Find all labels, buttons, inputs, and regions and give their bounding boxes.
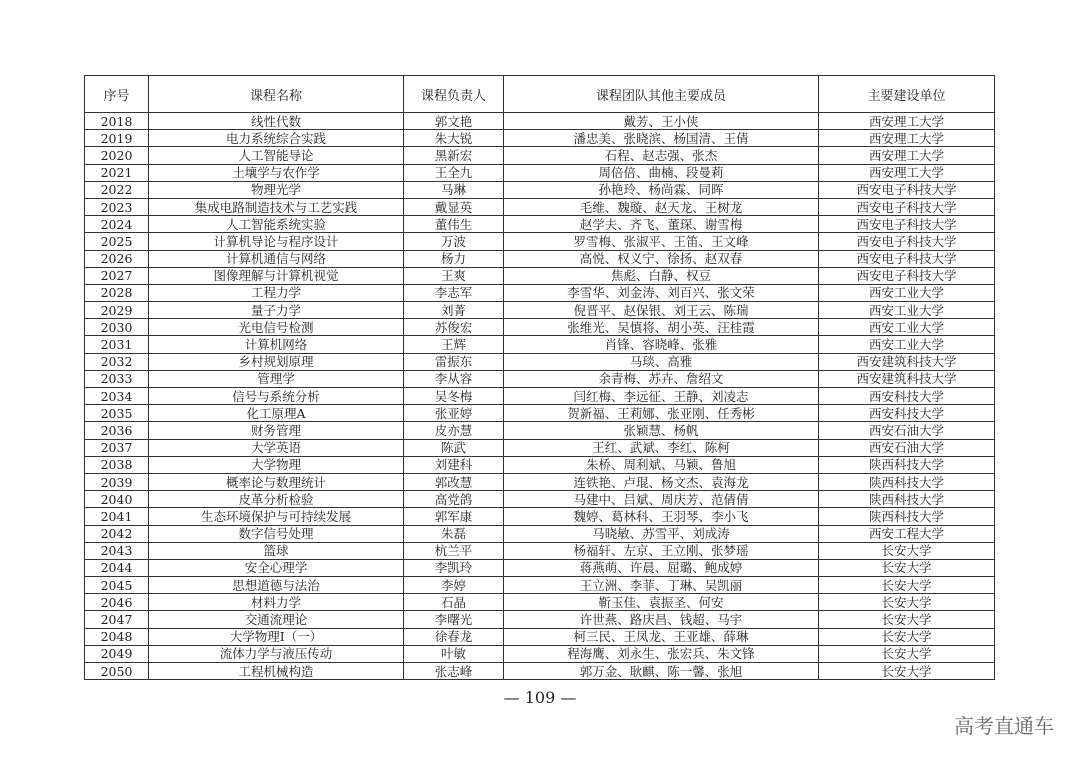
table-row xyxy=(85,456,995,473)
cell-course-lead: 郭文艳 xyxy=(404,113,504,130)
cell-team-members: 闫红梅、李远征、王静、刘凌志 xyxy=(504,388,819,405)
cell-index: 2040 xyxy=(85,491,149,508)
table-row xyxy=(85,663,995,680)
cell-team-members: 李雪华、刘金涛、刘百兴、张文荣 xyxy=(504,284,819,301)
cell-course-name: 生态环境保护与可持续发展 xyxy=(149,508,404,525)
table-row xyxy=(85,284,995,301)
cell-institution: 陕西科技大学 xyxy=(819,473,995,490)
cell-course-lead: 李凯玲 xyxy=(404,559,504,576)
cell-index: 2022 xyxy=(85,181,149,198)
cell-index: 2038 xyxy=(85,456,149,473)
cell-course-lead: 杭兰平 xyxy=(404,542,504,559)
cell-course-name: 电力系统综合实践 xyxy=(149,130,404,147)
cell-institution: 西安工业大学 xyxy=(819,284,995,301)
cell-course-name: 线性代数 xyxy=(149,113,404,130)
cell-course-lead: 朱大锐 xyxy=(404,130,504,147)
table-row xyxy=(85,130,995,147)
table-row xyxy=(85,388,995,405)
cell-course-name: 计算机网络 xyxy=(149,336,404,353)
cell-index: 2019 xyxy=(85,130,149,147)
cell-index: 2049 xyxy=(85,645,149,662)
cell-index: 2026 xyxy=(85,250,149,267)
cell-institution: 西安电子科技大学 xyxy=(819,267,995,284)
cell-course-name: 大学物理 xyxy=(149,456,404,473)
cell-index: 2043 xyxy=(85,542,149,559)
table-row xyxy=(85,559,995,576)
table-row xyxy=(85,628,995,645)
cell-team-members: 倪晋平、赵保银、刘王云、陈瑞 xyxy=(504,302,819,319)
cell-institution: 西安电子科技大学 xyxy=(819,181,995,198)
cell-institution: 长安大学 xyxy=(819,663,995,680)
cell-course-name: 工程机械构造 xyxy=(149,663,404,680)
cell-institution: 西安石油大学 xyxy=(819,422,995,439)
cell-course-lead: 皮亦慧 xyxy=(404,422,504,439)
cell-team-members: 潘忠美、张晓滨、杨国清、王倩 xyxy=(504,130,819,147)
cell-course-name: 大学物理Ⅰ（一） xyxy=(149,628,404,645)
cell-team-members: 张维光、吴慎将、胡小英、汪桂霞 xyxy=(504,319,819,336)
table-row xyxy=(85,577,995,594)
cell-course-name: 数字信号处理 xyxy=(149,525,404,542)
cell-institution: 西安建筑科技大学 xyxy=(819,370,995,387)
cell-team-members: 王红、武斌、李红、陈柯 xyxy=(504,439,819,456)
header-team-members: 课程团队其他主要成员 xyxy=(504,76,819,113)
cell-institution: 陕西科技大学 xyxy=(819,456,995,473)
cell-index: 2037 xyxy=(85,439,149,456)
cell-index: 2045 xyxy=(85,577,149,594)
cell-course-name: 大学英语 xyxy=(149,439,404,456)
cell-course-name: 乡村规划原理 xyxy=(149,353,404,370)
table-row xyxy=(85,216,995,233)
cell-index: 2033 xyxy=(85,370,149,387)
cell-index: 2025 xyxy=(85,233,149,250)
cell-institution: 西安工业大学 xyxy=(819,302,995,319)
cell-institution: 西安理工大学 xyxy=(819,164,995,181)
cell-course-name: 光电信号检测 xyxy=(149,319,404,336)
table-row xyxy=(85,525,995,542)
cell-team-members: 余青梅、苏卉、詹绍文 xyxy=(504,370,819,387)
cell-institution: 长安大学 xyxy=(819,542,995,559)
cell-course-lead: 董伟生 xyxy=(404,216,504,233)
cell-course-name: 管理学 xyxy=(149,370,404,387)
page-number: — 109 — xyxy=(503,688,577,707)
cell-course-lead: 陈武 xyxy=(404,439,504,456)
table-row xyxy=(85,319,995,336)
cell-course-lead: 徐春龙 xyxy=(404,628,504,645)
cell-institution: 长安大学 xyxy=(819,559,995,576)
cell-institution: 西安电子科技大学 xyxy=(819,233,995,250)
cell-course-lead: 杨力 xyxy=(404,250,504,267)
cell-index: 2036 xyxy=(85,422,149,439)
table-row xyxy=(85,473,995,490)
cell-team-members: 赵学夫、齐飞、董琛、谢雪梅 xyxy=(504,216,819,233)
cell-course-name: 计算机导论与程序设计 xyxy=(149,233,404,250)
cell-institution: 西安工程大学 xyxy=(819,525,995,542)
cell-institution: 西安石油大学 xyxy=(819,439,995,456)
cell-course-name: 思想道德与法治 xyxy=(149,577,404,594)
table-row xyxy=(85,164,995,181)
cell-index: 2030 xyxy=(85,319,149,336)
cell-course-name: 财务管理 xyxy=(149,422,404,439)
cell-index: 2020 xyxy=(85,147,149,164)
cell-course-name: 图像理解与计算机视觉 xyxy=(149,267,404,284)
cell-team-members: 高悦、权义宁、徐扬、赵双春 xyxy=(504,250,819,267)
cell-team-members: 罗雪梅、张淑平、王笛、王文峰 xyxy=(504,233,819,250)
cell-course-name: 安全心理学 xyxy=(149,559,404,576)
cell-team-members: 朱桥、周利斌、马颖、鲁旭 xyxy=(504,456,819,473)
table-row xyxy=(85,113,995,130)
cell-team-members: 马晓敏、苏雪平、刘成涛 xyxy=(504,525,819,542)
cell-index: 2042 xyxy=(85,525,149,542)
cell-team-members: 蒋燕萌、许晨、屈璐、鲍成婷 xyxy=(504,559,819,576)
cell-course-name: 材料力学 xyxy=(149,594,404,611)
cell-index: 2035 xyxy=(85,405,149,422)
cell-team-members: 许世燕、路庆昌、钱超、马宇 xyxy=(504,611,819,628)
cell-institution: 西安电子科技大学 xyxy=(819,198,995,215)
cell-course-lead: 刘菁 xyxy=(404,302,504,319)
cell-institution: 西安理工大学 xyxy=(819,130,995,147)
cell-team-members: 孙艳玲、杨尚霖、同晖 xyxy=(504,181,819,198)
cell-team-members: 张颖慧、杨帆 xyxy=(504,422,819,439)
cell-course-name: 皮革分析检验 xyxy=(149,491,404,508)
table-row xyxy=(85,250,995,267)
cell-course-lead: 雷振东 xyxy=(404,353,504,370)
table-row xyxy=(85,353,995,370)
cell-course-name: 交通流理论 xyxy=(149,611,404,628)
cell-index: 2031 xyxy=(85,336,149,353)
table-row xyxy=(85,645,995,662)
cell-course-name: 计算机通信与网络 xyxy=(149,250,404,267)
cell-course-name: 信号与系统分析 xyxy=(149,388,404,405)
cell-course-lead: 王爽 xyxy=(404,267,504,284)
cell-institution: 长安大学 xyxy=(819,645,995,662)
cell-course-lead: 黑新宏 xyxy=(404,147,504,164)
cell-index: 2021 xyxy=(85,164,149,181)
cell-institution: 西安工业大学 xyxy=(819,319,995,336)
table-row xyxy=(85,302,995,319)
cell-course-name: 篮球 xyxy=(149,542,404,559)
cell-course-lead: 马琳 xyxy=(404,181,504,198)
cell-team-members: 魏婷、葛林科、王羽琴、李小飞 xyxy=(504,508,819,525)
table-row xyxy=(85,439,995,456)
cell-index: 2032 xyxy=(85,353,149,370)
cell-team-members: 杨福轩、左京、王立刚、张梦瑶 xyxy=(504,542,819,559)
cell-course-lead: 戴显英 xyxy=(404,198,504,215)
cell-institution: 长安大学 xyxy=(819,594,995,611)
table-row xyxy=(85,405,995,422)
cell-course-name: 集成电路制造技术与工艺实践 xyxy=(149,198,404,215)
cell-course-lead: 李曙光 xyxy=(404,611,504,628)
cell-course-name: 工程力学 xyxy=(149,284,404,301)
cell-course-lead: 苏俊宏 xyxy=(404,319,504,336)
cell-course-lead: 李从容 xyxy=(404,370,504,387)
cell-team-members: 贺新福、王莉娜、张亚刚、任秀彬 xyxy=(504,405,819,422)
cell-institution: 西安理工大学 xyxy=(819,113,995,130)
table-row xyxy=(85,611,995,628)
cell-team-members: 柯三民、王凤龙、王亚雄、薛琳 xyxy=(504,628,819,645)
cell-team-members: 焦彪、白静、权豆 xyxy=(504,267,819,284)
cell-course-lead: 郭改慧 xyxy=(404,473,504,490)
cell-course-lead: 张亚婷 xyxy=(404,405,504,422)
table-row xyxy=(85,233,995,250)
cell-index: 2034 xyxy=(85,388,149,405)
cell-institution: 长安大学 xyxy=(819,577,995,594)
cell-course-name: 流体力学与液压传动 xyxy=(149,645,404,662)
table-row xyxy=(85,198,995,215)
cell-index: 2024 xyxy=(85,216,149,233)
cell-course-lead: 王全九 xyxy=(404,164,504,181)
cell-index: 2028 xyxy=(85,284,149,301)
table-row xyxy=(85,508,995,525)
cell-course-lead: 张志峰 xyxy=(404,663,504,680)
table-row xyxy=(85,147,995,164)
table-row xyxy=(85,267,995,284)
table-row xyxy=(85,370,995,387)
table-row xyxy=(85,422,995,439)
cell-course-name: 概率论与数理统计 xyxy=(149,473,404,490)
cell-institution: 西安科技大学 xyxy=(819,388,995,405)
cell-index: 2029 xyxy=(85,302,149,319)
cell-index: 2023 xyxy=(85,198,149,215)
cell-index: 2039 xyxy=(85,473,149,490)
cell-index: 2050 xyxy=(85,663,149,680)
cell-course-lead: 李志军 xyxy=(404,284,504,301)
cell-index: 2018 xyxy=(85,113,149,130)
cell-index: 2047 xyxy=(85,611,149,628)
cell-course-lead: 叶敏 xyxy=(404,645,504,662)
table-body xyxy=(85,113,995,680)
cell-course-name: 人工智能系统实验 xyxy=(149,216,404,233)
cell-course-lead: 吴冬梅 xyxy=(404,388,504,405)
cell-institution: 长安大学 xyxy=(819,628,995,645)
cell-course-lead: 朱磊 xyxy=(404,525,504,542)
table-row xyxy=(85,542,995,559)
table-header-row xyxy=(85,76,995,113)
cell-course-lead: 高党鸽 xyxy=(404,491,504,508)
cell-institution: 西安电子科技大学 xyxy=(819,216,995,233)
table-row xyxy=(85,491,995,508)
cell-institution: 长安大学 xyxy=(819,611,995,628)
cell-course-lead: 刘建科 xyxy=(404,456,504,473)
cell-team-members: 周倍倍、曲楠、段曼莉 xyxy=(504,164,819,181)
cell-index: 2046 xyxy=(85,594,149,611)
course-table xyxy=(84,75,995,680)
cell-team-members: 靳玉佳、袁振圣、何安 xyxy=(504,594,819,611)
cell-course-lead: 李婷 xyxy=(404,577,504,594)
watermark: 高考直通车 xyxy=(954,714,1054,738)
cell-course-lead: 石晶 xyxy=(404,594,504,611)
cell-institution: 西安电子科技大学 xyxy=(819,250,995,267)
table-row xyxy=(85,336,995,353)
cell-index: 2044 xyxy=(85,559,149,576)
cell-index: 2048 xyxy=(85,628,149,645)
cell-institution: 陕西科技大学 xyxy=(819,508,995,525)
cell-team-members: 戴芳、王小侠 xyxy=(504,113,819,130)
cell-course-name: 化工原理A xyxy=(149,405,404,422)
header-course-name: 课程名称 xyxy=(149,76,404,113)
cell-team-members: 石程、赵志强、张杰 xyxy=(504,147,819,164)
cell-index: 2027 xyxy=(85,267,149,284)
cell-course-name: 人工智能导论 xyxy=(149,147,404,164)
cell-course-lead: 郭军康 xyxy=(404,508,504,525)
cell-course-lead: 万波 xyxy=(404,233,504,250)
cell-institution: 西安理工大学 xyxy=(819,147,995,164)
cell-institution: 西安工业大学 xyxy=(819,336,995,353)
cell-team-members: 肖锋、容晓峰、张雅 xyxy=(504,336,819,353)
cell-team-members: 程海鹰、刘永生、张宏兵、朱文锋 xyxy=(504,645,819,662)
cell-index: 2041 xyxy=(85,508,149,525)
cell-team-members: 连铁艳、卢琨、杨文杰、袁海龙 xyxy=(504,473,819,490)
header-institution: 主要建设单位 xyxy=(819,76,995,113)
cell-institution: 西安建筑科技大学 xyxy=(819,353,995,370)
table-row xyxy=(85,594,995,611)
cell-course-name: 土壤学与农作学 xyxy=(149,164,404,181)
cell-team-members: 郭万金、耿麒、陈一馨、张旭 xyxy=(504,663,819,680)
table-row xyxy=(85,181,995,198)
cell-course-name: 物理光学 xyxy=(149,181,404,198)
cell-course-name: 量子力学 xyxy=(149,302,404,319)
cell-institution: 西安科技大学 xyxy=(819,405,995,422)
cell-institution: 陕西科技大学 xyxy=(819,491,995,508)
cell-team-members: 毛维、魏璇、赵天龙、王树龙 xyxy=(504,198,819,215)
header-index: 序号 xyxy=(85,76,149,113)
cell-course-lead: 王辉 xyxy=(404,336,504,353)
cell-team-members: 马建中、吕斌、周庆芳、范倩倩 xyxy=(504,491,819,508)
cell-team-members: 王立洲、李菲、丁琳、吴凯丽 xyxy=(504,577,819,594)
cell-team-members: 马琰、高雅 xyxy=(504,353,819,370)
header-course-lead: 课程负责人 xyxy=(404,76,504,113)
